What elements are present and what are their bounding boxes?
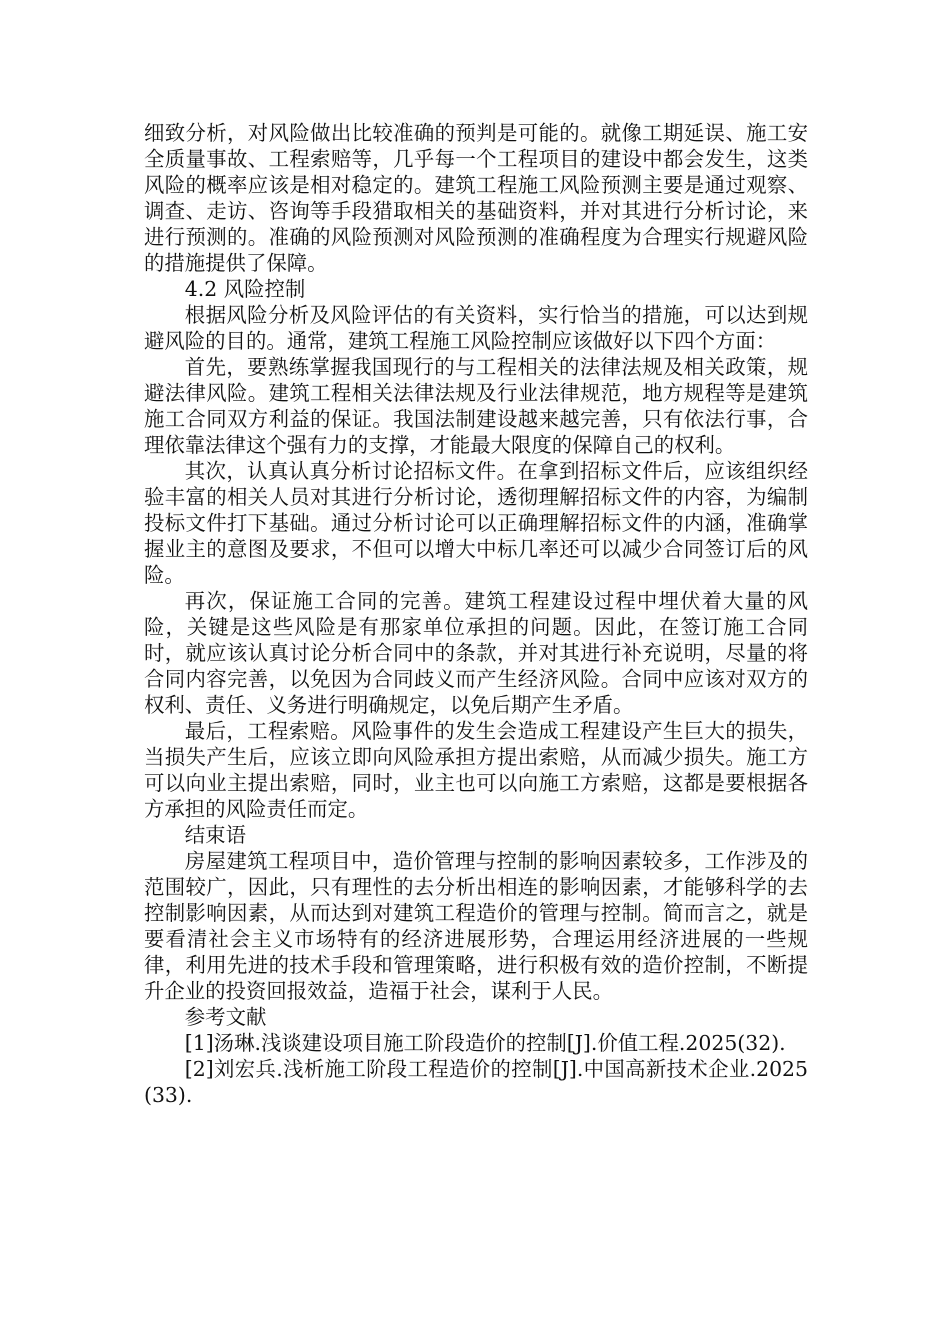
heading-references: 参考文献 [184, 1005, 267, 1029]
paragraph-second-measure: 其次，认真认真分析讨论招标文件。在拿到招标文件后，应该组织经验丰富的相关人员对其进行分析讨论，透彻理解招标文件的内容，为编制投标文件打下基础。通过分析讨论可以正确理解招标文件的内涵，准确掌握业主的意图及要求，不但可以增大中标几率还可以减少合同签订后的风险。 [144, 459, 808, 587]
paragraph-first-measure: 首先，要熟练掌握我国现行的与工程相关的法律法规及相关政策，规避法律风险。建筑工程相关法律法规及行业法律规范，地方规程等是建筑施工合同双方利益的保证。我国法制建设越来越完善，只有依法行事，合理依靠法律这个强有力的支撑，才能最大限度的保障自己的权利。 [144, 355, 808, 457]
reference-item-1: [1]汤琳.浅谈建设项目施工阶段造价的控制[J].价值工程.2025(32). [184, 1031, 786, 1055]
paragraph-risk-control-intro: 根据风险分析及风险评估的有关资料，实行恰当的措施，可以达到规避风险的目的。通常，建筑工程施工风险控制应该做好以下四个方面： [144, 303, 808, 353]
paragraph-conclusion: 房屋建筑工程项目中，造价管理与控制的影响因素较多，工作涉及的范围较广，因此，只有理性的去分析出相连的影响因素，才能够科学的去控制影响因素，从而达到对建筑工程造价的管理与控制。简而言之，就是要看清社会主义市场特有的经济进展形势，合理运用经济进展的一些规律，利用先进的技术手段和管理策略，进行积极有效的造价控制，不断提升企业的投资回报效益，造福于社会，谋利于人民。 [144, 849, 808, 1003]
paragraph-third-measure: 再次，保证施工合同的完善。建筑工程建设过程中埋伏着大量的风险，关键是这些风险是有那家单位承担的问题。因此，在签订施工合同时，就应该认真讨论分析合同中的条款，并对其进行补充说明，尽量的将合同内容完善，以免因为合同歧义而产生经济风险。合同中应该对双方的权利、责任、义务进行明确规定，以免后期产生矛盾。 [144, 589, 808, 717]
document-page [144, 120, 808, 1108]
heading-risk-control: 4.2 风险控制 [184, 277, 306, 301]
reference-item-2: [2]刘宏兵.浅析施工阶段工程造价的控制[J].中国高新技术企业.2025(33). [144, 1057, 808, 1107]
heading-conclusion: 结束语 [184, 823, 246, 847]
paragraph-risk-prediction-end: 细致分析，对风险做出比较准确的预判是可能的。就像工期延误、施工安全质量事故、工程索赔等，几乎每一个工程项目的建设中都会发生，这类风险的概率应该是相对稳定的。建筑工程施工风险预测主要是通过观察、调查、走访、咨询等手段猎取相关的基础资料，并对其进行分析讨论，来进行预测的。准确的风险预测对风险预测的准确程度为合理实行规避风险的措施提供了保障。 [144, 121, 808, 275]
paragraph-fourth-measure: 最后，工程索赔。风险事件的发生会造成工程建设产生巨大的损失，当损失产生后，应该立即向风险承担方提出索赔，从而减少损失。施工方可以向业主提出索赔，同时，业主也可以向施工方索赔，这都是要根据各方承担的风险责任而定。 [144, 719, 808, 821]
